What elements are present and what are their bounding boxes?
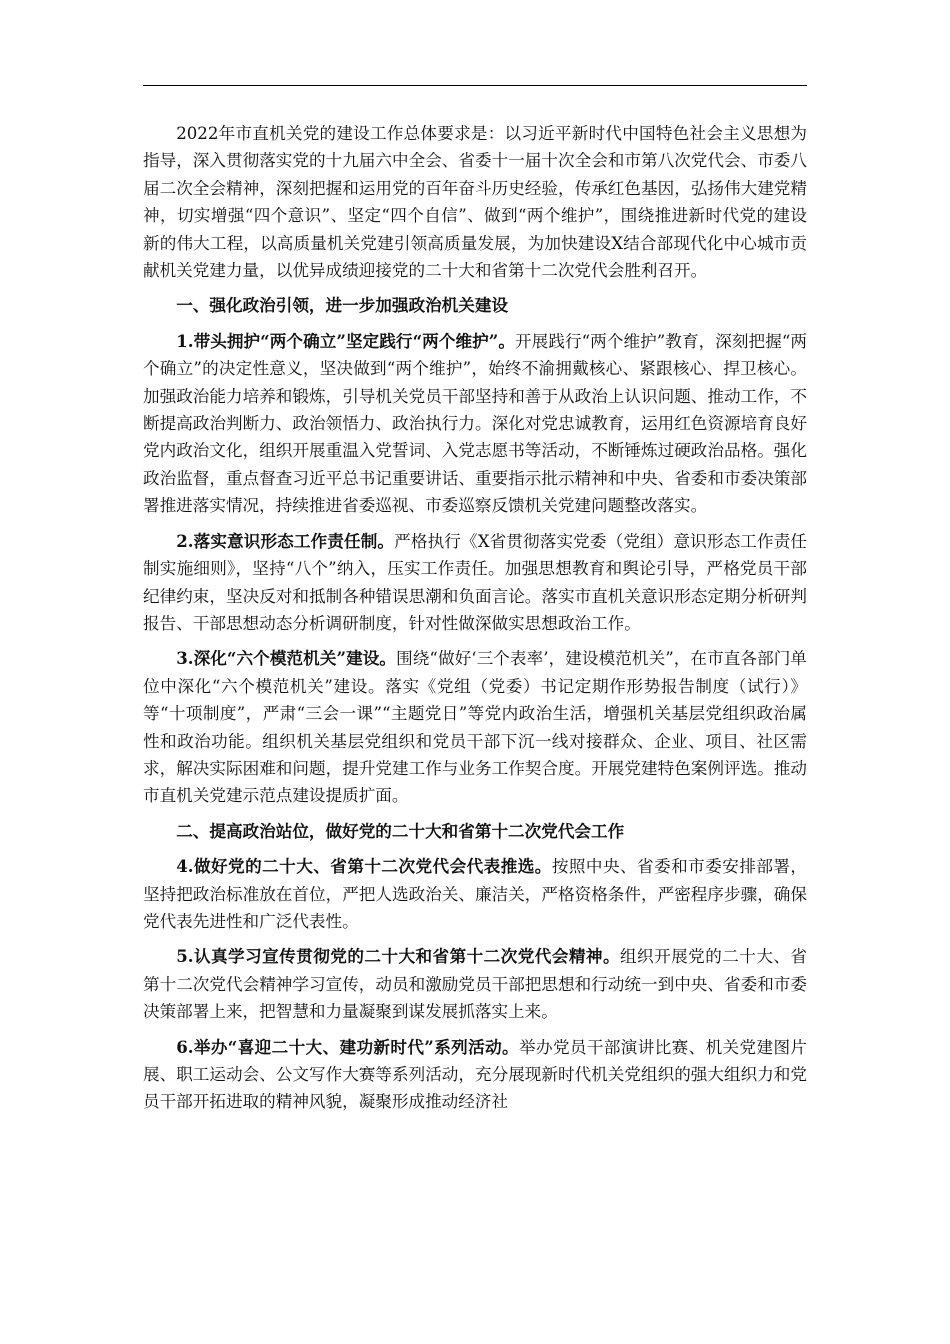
item-heading: 4.做好党的二十大、省第十二次党代会代表推选。 — [176, 856, 552, 877]
item-heading: 2.落实意识形态工作责任制。 — [176, 530, 395, 551]
item-heading: 5.认真学习宣传贯彻党的二十大和省第十二次党代会精神。 — [176, 946, 620, 967]
item-paragraph — [143, 528, 807, 638]
document-body — [143, 120, 807, 1124]
item-heading: 6.举办“喜迎二十大、建功新时代”系列活动。 — [176, 1036, 520, 1057]
intro-paragraph: 2022年市直机关党的建设工作总体要求是：以习近平新时代中国特色社会主义思想为指导，深入贯彻落实党的十九届六中全会、省委十一届十次全会和市第八次党代会、市委八届二次全会精神，深刻把握和运用党的百年奋斗历史经验，传承红色基因，弘扬伟大建党精神，切实增强“四个意识”、坚定“四个自信”、做到“两个维护”，围绕推进新时代党的建设新的伟大工程，以高质量机关党建引领高质量发展，为加快建设X结合部现代化中心城市贡献机关党建力量，以优异成绩迎接党的二十大和省第十二次党代会胜利召开。 — [143, 124, 807, 281]
item-body: 围绕“做好‘三个表率’，建设模范机关”，在市直各部门单位中深化“六个模范机关”建设。落实《党组（党委）书记定期作形势报告制度（试行）》等“十项制度”，严肃“三会一课”“主题党日”等党内政治生活，增强机关基层党组织政治属性和政治功能。组织机关基层党组织和党员干部下沉一线对接群众、企业、项目、社区需求，解决实际困难和问题，提升党建工作与业务工作契合度。开展党建特色案例评选。推动市直机关党建示范点建设提质扩面。 — [143, 649, 807, 806]
item-paragraph — [143, 328, 807, 520]
item-heading: 1.带头拥护“两个确立”坚定践行“两个维护”。 — [176, 330, 516, 351]
item-body: 按照中央、省委和市委安排部署，坚持把政治标准放在首位，严把人选政治关、廉洁关，严格资格条件，严密程序步骤，确保党代表先进性和广泛代表性。 — [143, 857, 807, 931]
item-body: 开展践行“两个维护”教育，深刻把握“两个确立”的决定性意义，坚决做到“两个维护”，始终不渝拥戴核心、紧跟核心、捍卫核心。加强政治能力培养和锻炼，引导机关党员干部坚持和善于从政治上认识问题、推动工作，不断提高政治判断力、政治领悟力、政治执行力。深化对党忠诚教育，运用红色资源培育良好党内政治文化，组织开展重温入党誓词、入党志愿书等活动，不断锤炼过硬政治品格。强化政治监督，重点督查习近平总书记重要讲话、重要指示批示精神和中央、省委和市委决策部署推进落实情况，持续推进省委巡视、市委巡察反馈机关党建问题整改落实。 — [143, 331, 807, 516]
item-body: 组织开展党的二十大、省第十二次党代会精神学习宣传，动员和激励党员干部把思想和行动统一到中央、省委和市委决策部署上来，把智慧和力量凝聚到谋发展抓落实上来。 — [143, 947, 808, 1022]
item-paragraph — [143, 853, 807, 935]
item-body: 严格执行《X省贯彻落实党委（党组）意识形态工作责任制实施细则》，坚持“八个”纳入，压实工作责任。加强思想教育和舆论引导，严格党员干部纪律约束，坚决反对和抵制各种错误思潮和负面言论。落实市直机关意识形态定期分析研判报告、干部思想动态分析调研制度，针对性做深做实思想政治工作。 — [143, 531, 808, 633]
header-rule — [143, 85, 807, 86]
item-heading: 3.深化“六个模范机关”建设。 — [176, 648, 397, 669]
item-paragraph — [143, 1034, 807, 1116]
item-body: 举办党员干部演讲比赛、机关党建图片展、职工运动会、公文写作大赛等系列活动，充分展现新时代机关党组织的强大组织力和党员干部开拓进取的精神风貌，凝聚形成推动经济社 — [143, 1037, 807, 1112]
item-paragraph — [143, 943, 807, 1025]
section-title: 一、强化政治引领，进一步加强政治机关建设 — [176, 295, 509, 316]
item-paragraph — [143, 645, 807, 809]
section-title: 二、提高政治站位，做好党的二十大和省第十二次党代会工作 — [176, 820, 625, 841]
